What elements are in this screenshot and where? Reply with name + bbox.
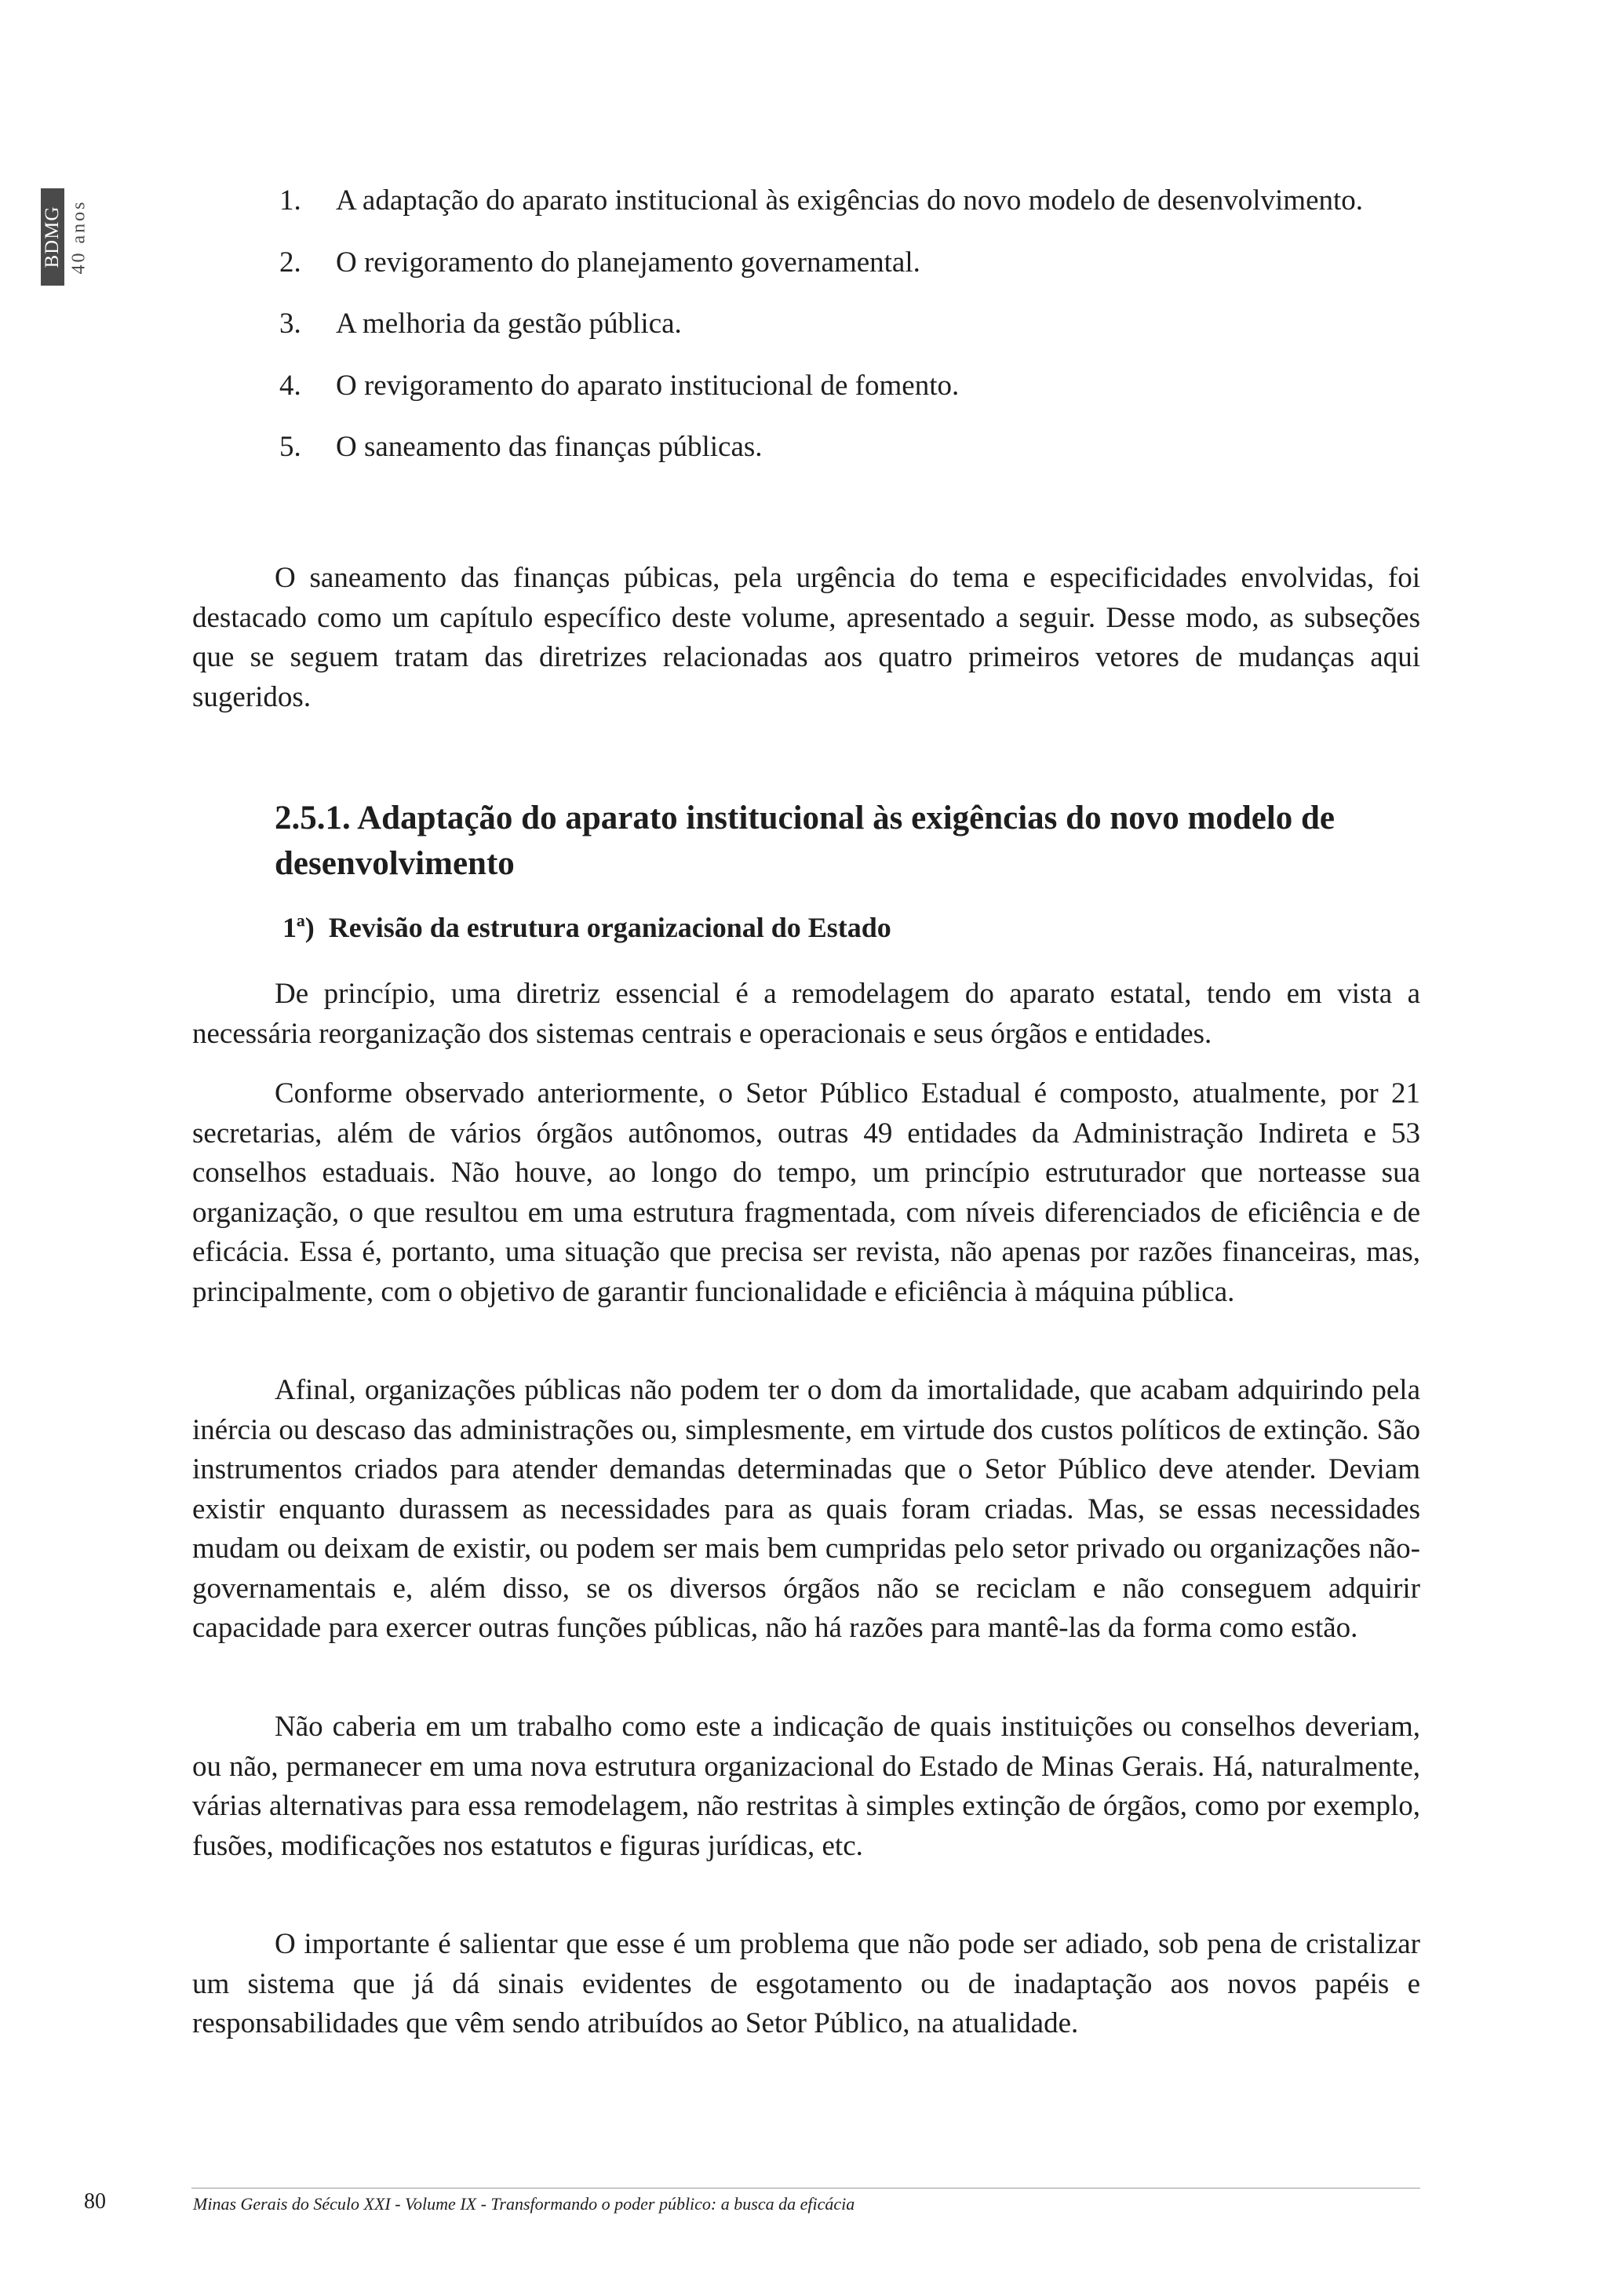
running-title: Minas Gerais do Século XXI - Volume IX - Transformando o poder público: a busca da eficácia [193,2194,855,2214]
subheading-number: 1ª) [282,912,315,943]
list-text: O revigoramento do aparato institucional de fomento. [336,369,960,402]
list-text: O saneamento das finanças públicas. [336,431,763,463]
sidebar-tab [38,188,108,293]
list-item [279,370,1363,402]
body-paragraph-3: Afinal, organizações públicas não podem ter o dom da imortalidade, que acabam adquirindo pela inércia ou descaso das administrações ou, simplesmente, em virtude dos custos políticos de extinção. São instrumentos criados para atender demandas determinadas que o Setor Público deve atender. Deviam existir enquanto durassem as necessidades para as quais foram criadas. Mas, se essas necessidades mudam ou deixam de existir, ou podem ser mais bem cumpridas pelo setor privado ou organizações não-governamentais e, além disso, se os diversos órgãos não se reciclam e não conseguem adquirir capacidade para exercer outras funções públicas, não há razões para mantê-las da forma como estão. [192,1374,1420,1644]
list-number: 3. [279,308,301,340]
list-item [279,432,1363,463]
page-number: 80 [84,2189,106,2214]
section-heading: 2.5.1. Adaptação do aparato institucional às exigências do novo modelo de desenvolvimento [275,800,1336,882]
list-number: 4. [279,369,301,402]
org-label: BDMG [42,206,63,268]
list-item [279,185,1363,217]
body-paragraph-2: Conforme observado anteriormente, o Setor Público Estadual é composto, atualmente, por 21 secretarias, além de vários órgãos autônomos, outras 49 entidades da Administração Indireta e 53 conselhos estaduais. Não houve, ao longo do tempo, um princípio estruturador que norteasse sua organização, o que resultou em uma estrutura fragmentada, com níveis diferenciados de eficiência e de eficácia. Essa é, portanto, uma situação que precisa ser revista, não apenas por razões financeiras, mas, principalmente, com o objetivo de garantir funcionalidade e eficiência à máquina pública. [192,1077,1420,1308]
anniversary-label: 40 anos [68,199,89,275]
body-paragraph-1: De princípio, uma diretriz essencial é a remodelagem do aparato estatal, tendo em vista a necessária reorganização dos sistemas centrais e operacionais e seus órgãos e entidades. [192,978,1420,1050]
intro-paragraph: O saneamento das finanças púbicas, pela urgência do tema e especificidades envolvidas, foi destacado como um capítulo específico deste volume, apresentado a seguir. Desse modo, as subseções que se seguem tratam das diretrizes relacionadas aos quatro primeiros vetores de mudanças aqui sugeridos. [192,562,1420,713]
list-text: A adaptação do aparato institucional às exigências do novo modelo de desenvolvimento. [336,184,1364,217]
list-number: 5. [279,431,301,463]
vectors-list [279,185,1363,494]
anniversary-label-box [67,188,91,286]
list-number: 1. [279,184,301,217]
subheading-text: Revisão da estrutura organizacional do Estado [328,912,891,943]
org-label-box [41,188,64,286]
body-paragraph-5: O importante é salientar que esse é um problema que não pode ser adiado, sob pena de cristalizar um sistema que já dá sinais evidentes de esgotamento ou de inadaptação aos novos papéis e responsabilidades que vêm sendo atribuídos ao Setor Público, na atualidade. [192,1928,1420,2039]
list-number: 2. [279,246,301,279]
subheading [282,910,891,945]
list-text: O revigoramento do planejamento governamental. [336,246,920,279]
body-paragraph-4: Não caberia em um trabalho como este a indicação de quais instituições ou conselhos deveriam, ou não, permanecer em uma nova estrutura organizacional do Estado de Minas Gerais. Há, naturalmente, várias alternativas para essa remodelagem, não restritas à simples extinção de órgãos, como por exemplo, fusões, modificações nos estatutos e figuras jurídicas, etc. [192,1711,1420,1862]
list-text: A melhoria da gestão pública. [336,308,682,340]
list-item [279,247,1363,279]
list-item [279,308,1363,340]
